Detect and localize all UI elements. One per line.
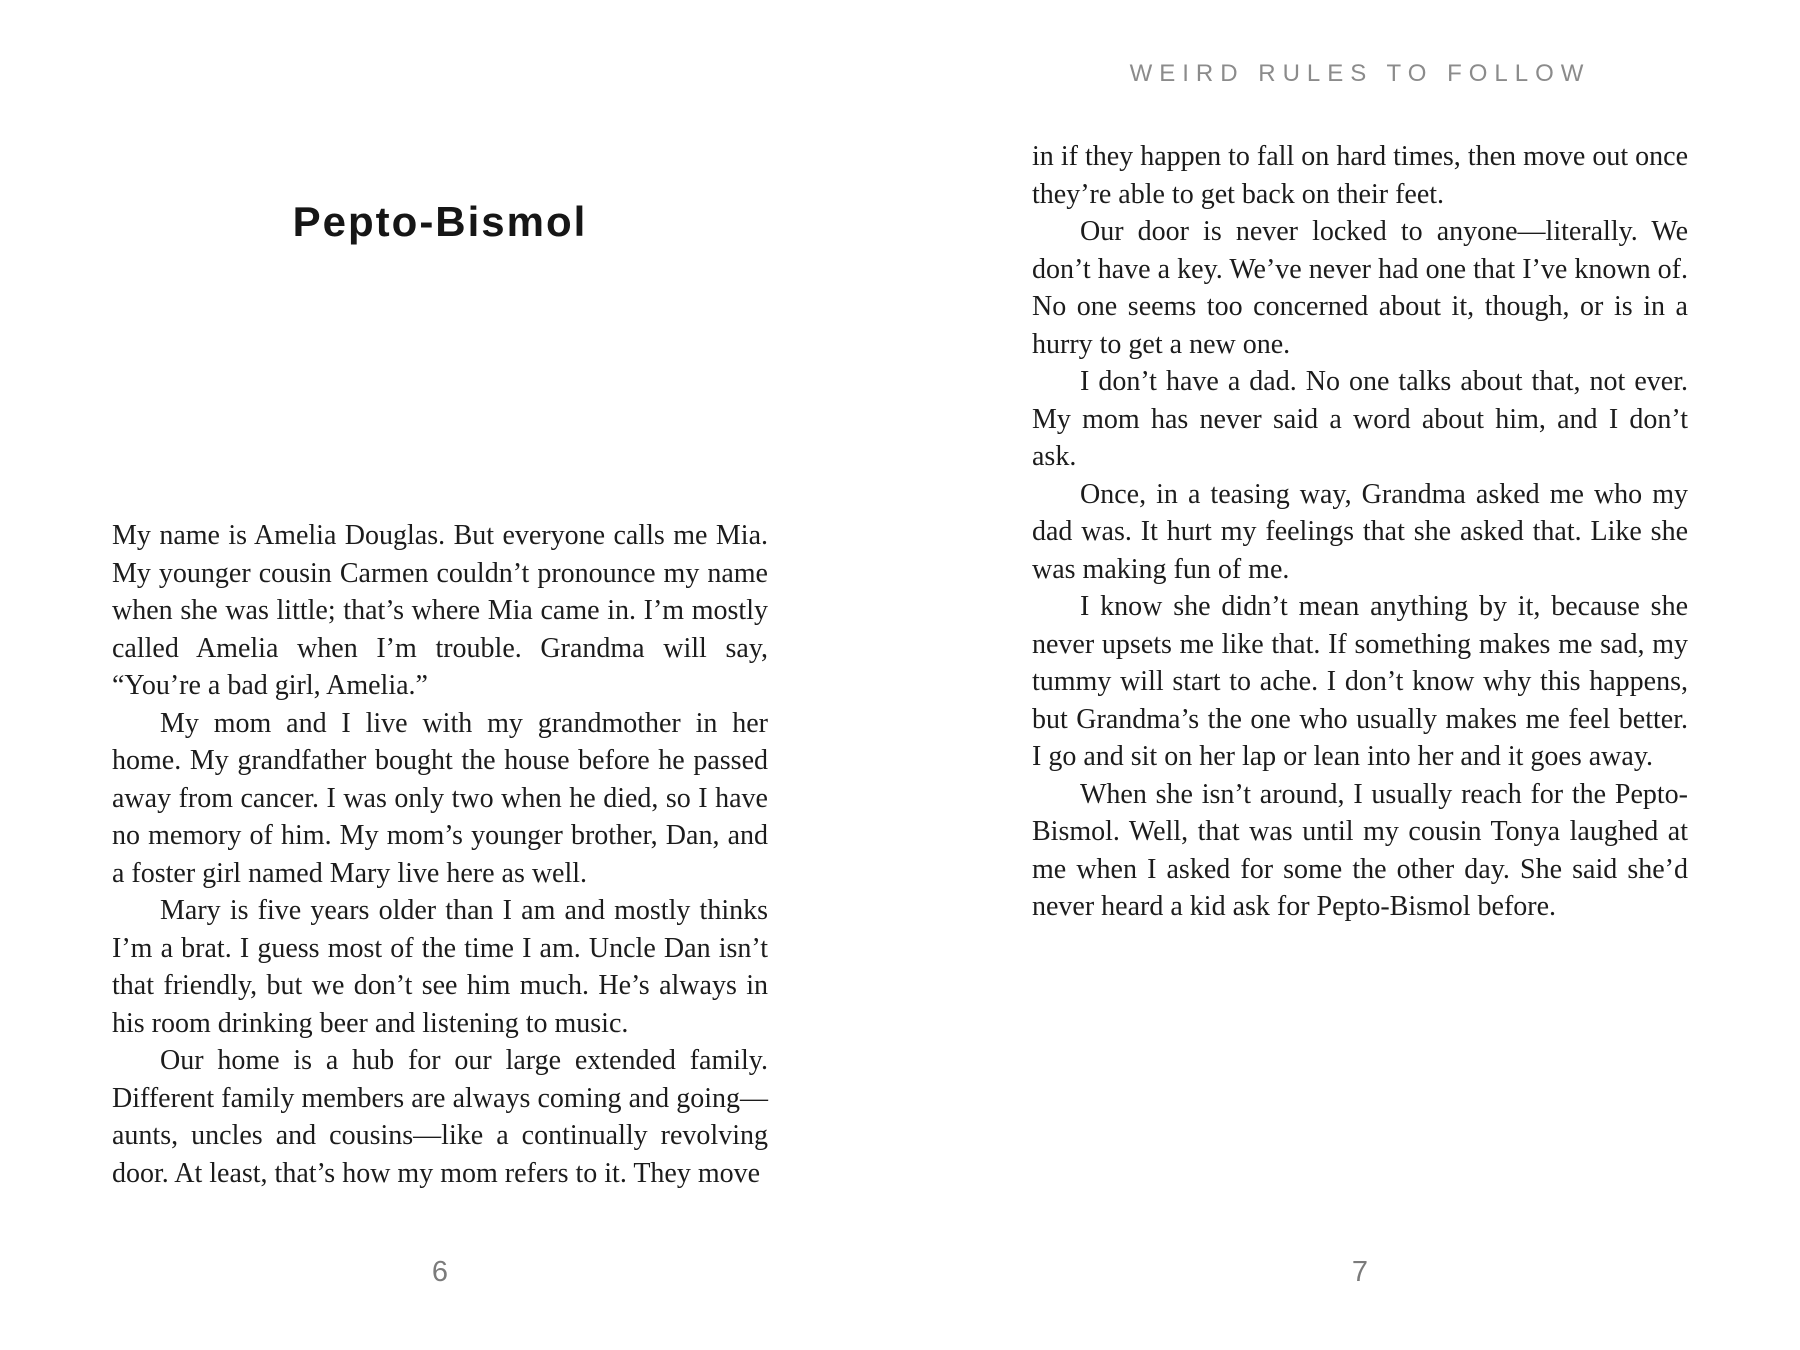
paragraph: My name is Amelia Douglas. But everyone calls me Mia. My younger cousin Carmen couldn’t pronounce my name when she was little; that’s where Mia came in. I’m mostly called Amelia when I’m trouble. Grandma will say, “You’re a bad girl, Amelia.” (112, 520, 768, 701)
chapter-title: Pepto-Bismol (292, 198, 588, 245)
page-number-left: 6 (431, 1256, 449, 1288)
right-page-body (1032, 138, 1688, 926)
paragraph: I know she didn’t mean anything by it, because she never upsets me like that. If something makes me sad, my tummy will start to ache. I don’t know why this happens, but Grandma’s the one who usually makes me feel better. I go and sit on her lap or lean into her and it goes away. (1032, 591, 1688, 772)
page-number-right: 7 (1351, 1256, 1369, 1288)
right-page (900, 0, 1800, 1350)
paragraph: Once, in a teasing way, Grandma asked me who my dad was. It hurt my feelings that she asked that. Like she was making fun of me. (1032, 478, 1688, 585)
paragraph: Our door is never locked to anyone—literally. We don’t have a key. We’ve never had one that I’ve known of. No one seems too concerned about it, though, or is in a hurry to get a new one. (1032, 216, 1688, 360)
paragraph: in if they happen to fall on hard times, then move out once they’re able to get back on their feet. (1032, 141, 1688, 210)
paragraph: Our home is a hub for our large extended family. Different family members are always coming and going—aunts, uncles and cousins—like a continually revolving door. At least, that’s how my mom refers to it. They move (112, 1045, 768, 1189)
left-page-body (112, 517, 768, 1192)
paragraph: My mom and I live with my grandmother in her home. My grandfather bought the house before he passed away from cancer. I was only two when he died, so I have no memory of him. My mom’s younger brother, Dan, and a foster girl named Mary live here as well. (112, 707, 768, 889)
paragraph: When she isn’t around, I usually reach for the Pepto-Bismol. Well, that was until my cousin Tonya laughed at me when I asked for some the other day. She said she’d never heard a kid ask for Pepto-Bismol before. (1032, 778, 1688, 922)
paragraph: I don’t have a dad. No one talks about that, not ever. My mom has never said a word about him, and I don’t ask. (1032, 366, 1688, 472)
paragraph: Mary is five years older than I am and mostly thinks I’m a brat. I guess most of the time I am. Uncle Dan isn’t that friendly, but we don’t see him much. He’s always in his room drinking beer and listening to music. (112, 895, 768, 1039)
running-header: WEIRD RULES TO FOLLOW (1129, 60, 1591, 87)
